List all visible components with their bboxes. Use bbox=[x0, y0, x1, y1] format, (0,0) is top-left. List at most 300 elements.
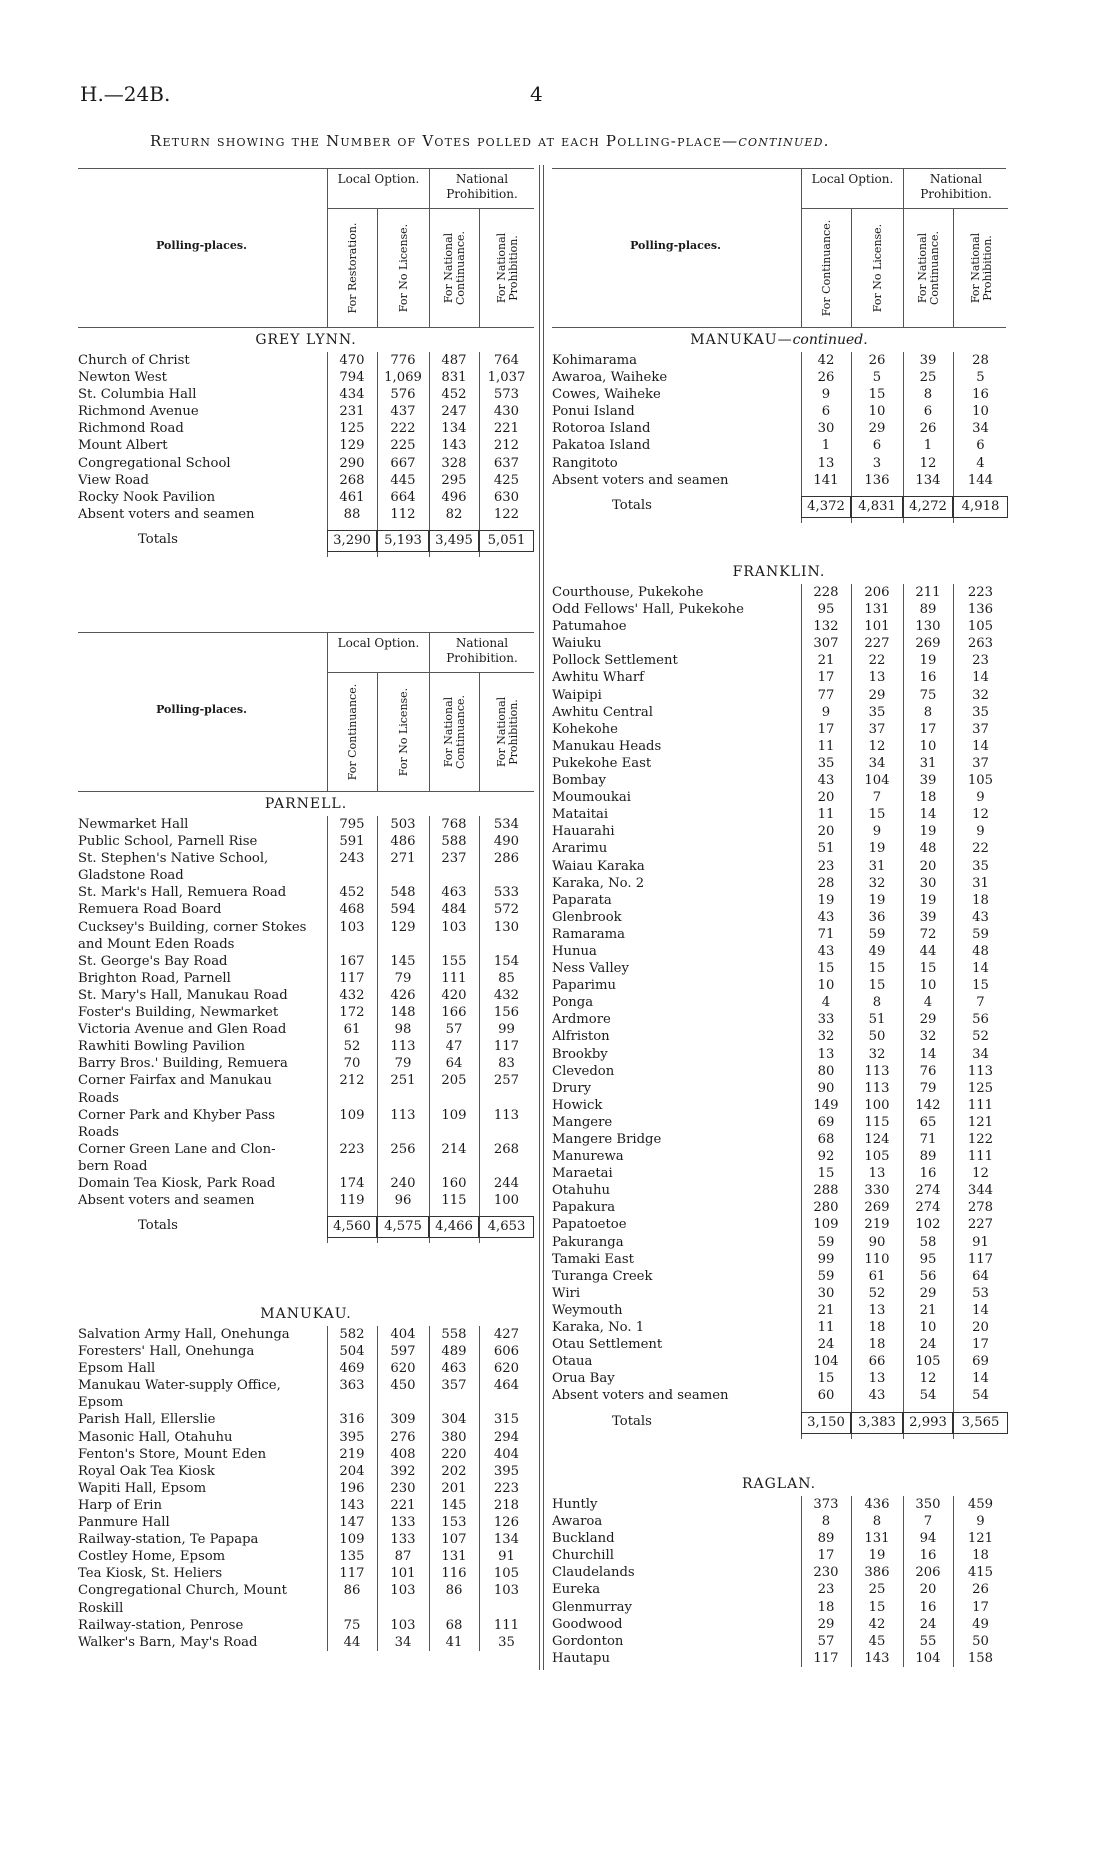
col-header-4 bbox=[479, 673, 535, 791]
table-row bbox=[78, 1360, 534, 1377]
vote-count: 8 bbox=[872, 1514, 882, 1530]
vote-count: 52 bbox=[343, 1039, 361, 1055]
section-title: MANUKAU. bbox=[260, 1306, 352, 1322]
vote-count: 76 bbox=[919, 1063, 937, 1079]
vote-count: 26 bbox=[868, 353, 886, 368]
vote-count: 17 bbox=[817, 1548, 835, 1564]
table-row bbox=[552, 789, 1006, 806]
vote-count: 43 bbox=[972, 909, 989, 925]
vote-count: 16 bbox=[972, 387, 989, 403]
polling-place-name: Mount Albert bbox=[78, 438, 168, 454]
table-row bbox=[78, 850, 534, 867]
manukau-continued-block bbox=[552, 168, 1006, 523]
vote-count: 117 bbox=[493, 1039, 520, 1055]
vote-count: 102 bbox=[915, 1217, 941, 1233]
vote-count: 21 bbox=[919, 1302, 937, 1318]
polling-place-name: Royal Oak Tea Kiosk bbox=[78, 1463, 215, 1479]
vote-count: 14 bbox=[972, 1302, 989, 1318]
vote-count: 58 bbox=[919, 1234, 937, 1250]
vote-count: 126 bbox=[493, 1515, 520, 1531]
polling-place-name: St. Stephen's Native School, bbox=[78, 851, 269, 867]
vote-count: 16 bbox=[919, 1599, 937, 1615]
vote-count: 20 bbox=[919, 858, 937, 874]
table-row bbox=[552, 840, 1006, 857]
table-row bbox=[78, 1021, 534, 1038]
vote-count: 15 bbox=[919, 961, 937, 977]
polling-places-header: Polling-places. bbox=[630, 239, 721, 252]
col-header-3-label: For National Continuance. bbox=[442, 694, 467, 770]
table-row bbox=[78, 1326, 534, 1343]
total-value: 3,290 bbox=[327, 530, 377, 552]
vote-count: 221 bbox=[390, 1497, 416, 1513]
vote-count: 484 bbox=[441, 902, 467, 918]
vote-count: 14 bbox=[972, 738, 989, 754]
table-row bbox=[552, 909, 1006, 926]
table-caption bbox=[150, 132, 830, 150]
polling-place-name: Odd Fellows' Hall, Pukekohe bbox=[552, 602, 744, 618]
table-row bbox=[552, 875, 1006, 892]
col-header-2-label: For No License. bbox=[397, 687, 410, 777]
table-row bbox=[552, 1063, 1006, 1080]
vote-count: 32 bbox=[817, 1029, 835, 1045]
table-row bbox=[78, 884, 534, 901]
column-divider bbox=[539, 165, 544, 1670]
vote-count: 19 bbox=[817, 892, 835, 908]
vote-count: 61 bbox=[343, 1022, 361, 1038]
col-header-1-label: For Continuance. bbox=[820, 219, 833, 317]
vote-count: 452 bbox=[339, 885, 365, 901]
vote-count: 23 bbox=[817, 1582, 835, 1598]
vote-count: 24 bbox=[919, 1337, 937, 1353]
polling-place-name: Mangere bbox=[552, 1114, 613, 1130]
vote-count: 43 bbox=[817, 943, 835, 959]
vote-count: 103 bbox=[493, 1583, 520, 1599]
vote-count: 11 bbox=[817, 738, 835, 754]
vote-count: 247 bbox=[441, 404, 467, 420]
vote-count: 113 bbox=[390, 1039, 416, 1055]
table-row bbox=[78, 1175, 534, 1192]
table-row bbox=[552, 960, 1006, 977]
vote-count: 29 bbox=[919, 1285, 937, 1301]
vote-count: 37 bbox=[868, 721, 886, 737]
vote-count: 231 bbox=[339, 404, 365, 420]
vote-count: 129 bbox=[390, 919, 416, 935]
vote-count: 10 bbox=[919, 1320, 937, 1336]
vote-count: 16 bbox=[919, 670, 937, 686]
vote-count: 496 bbox=[441, 489, 467, 505]
vote-count: 10 bbox=[919, 738, 937, 754]
vote-count: 103 bbox=[390, 1617, 416, 1633]
column-rule bbox=[479, 816, 480, 1243]
totals-label: Totals bbox=[612, 497, 652, 513]
vote-count: 117 bbox=[813, 1650, 839, 1666]
table-row bbox=[552, 1148, 1006, 1165]
polling-place-name: St. Mary's Hall, Manukau Road bbox=[78, 987, 288, 1003]
vote-count: 71 bbox=[919, 1132, 937, 1147]
vote-count: 257 bbox=[493, 1073, 520, 1089]
table-row bbox=[552, 352, 1006, 369]
raglan-rows bbox=[552, 1496, 1006, 1667]
vote-count: 572 bbox=[493, 902, 520, 918]
vote-count: 53 bbox=[972, 1285, 989, 1301]
vote-count: 256 bbox=[390, 1141, 416, 1157]
vote-count: 22 bbox=[868, 653, 886, 669]
vote-count: 41 bbox=[445, 1634, 463, 1650]
vote-count: 620 bbox=[493, 1361, 520, 1377]
totals-row bbox=[552, 489, 1006, 523]
polling-place-name: Costley Home, Epsom bbox=[78, 1549, 226, 1565]
caption-text: Return showing the Number of Votes polled at each Polling-place— bbox=[150, 132, 739, 150]
vote-count: 29 bbox=[868, 687, 886, 703]
vote-count: 11 bbox=[817, 807, 835, 823]
polling-place-name: Epsom Hall bbox=[78, 1361, 156, 1377]
vote-count: 35 bbox=[817, 755, 835, 771]
vote-count: 330 bbox=[864, 1183, 890, 1199]
table-row bbox=[78, 1548, 534, 1565]
column-rule bbox=[327, 1326, 328, 1651]
vote-count: 52 bbox=[972, 1029, 989, 1045]
vote-count: 111 bbox=[493, 1617, 520, 1633]
polling-place-name: Absent voters and seamen bbox=[78, 506, 255, 522]
vote-count: 59 bbox=[817, 1268, 835, 1284]
vote-count: 4 bbox=[976, 455, 985, 471]
vote-count: 218 bbox=[493, 1497, 520, 1513]
vote-count: 486 bbox=[390, 834, 416, 850]
polling-place-name: Parish Hall, Ellerslie bbox=[78, 1412, 216, 1428]
vote-count: 54 bbox=[972, 1388, 989, 1404]
polling-place-name: Public School, Parnell Rise bbox=[78, 834, 258, 850]
table-row bbox=[78, 1565, 534, 1582]
vote-count: 77 bbox=[817, 687, 835, 703]
vote-count: 113 bbox=[493, 1107, 520, 1123]
vote-count: 445 bbox=[390, 472, 416, 488]
column-rule bbox=[953, 1496, 954, 1667]
table-row bbox=[552, 420, 1006, 437]
table-row bbox=[78, 1038, 534, 1055]
table-row bbox=[552, 1496, 1006, 1513]
vote-count: 269 bbox=[915, 636, 941, 652]
vote-count: 52 bbox=[868, 1285, 886, 1301]
vote-count: 434 bbox=[339, 387, 365, 403]
polling-places-header: Polling-places. bbox=[156, 239, 247, 252]
vote-count: 43 bbox=[817, 773, 835, 789]
table-row bbox=[78, 1582, 534, 1599]
vote-count: 142 bbox=[915, 1097, 941, 1113]
col-header-3 bbox=[903, 209, 954, 327]
vote-count: 21 bbox=[817, 1302, 835, 1318]
table-row bbox=[552, 1599, 1006, 1616]
vote-count: 415 bbox=[967, 1565, 994, 1581]
column-rule bbox=[903, 584, 904, 1439]
vote-count: 294 bbox=[493, 1429, 520, 1445]
vote-count: 104 bbox=[813, 1354, 839, 1370]
vote-count: 83 bbox=[498, 1056, 515, 1072]
vote-count: 30 bbox=[817, 421, 835, 437]
vote-count: 436 bbox=[864, 1497, 890, 1512]
table-header bbox=[78, 168, 534, 328]
polling-place-name: Pukekohe East bbox=[552, 755, 652, 771]
polling-place-name: Awaroa bbox=[552, 1514, 603, 1530]
vote-count: 119 bbox=[339, 1193, 365, 1209]
polling-place-name: Goodwood bbox=[552, 1616, 623, 1632]
vote-count: 768 bbox=[441, 817, 467, 832]
polling-place-name: Maraetai bbox=[552, 1166, 613, 1182]
vote-count: 28 bbox=[972, 353, 989, 368]
vote-count: 30 bbox=[919, 875, 937, 891]
vote-count: 373 bbox=[813, 1497, 839, 1512]
vote-count: 9 bbox=[821, 704, 831, 720]
vote-count: 221 bbox=[493, 421, 520, 437]
vote-count: 24 bbox=[919, 1616, 937, 1632]
vote-count: 34 bbox=[394, 1634, 412, 1650]
vote-count: 268 bbox=[339, 472, 365, 488]
polling-place-name: Congregational School bbox=[78, 455, 231, 471]
parnell-block bbox=[78, 632, 534, 1243]
vote-count: 470 bbox=[339, 353, 365, 368]
vote-count: 107 bbox=[441, 1532, 467, 1548]
vote-count: 487 bbox=[441, 353, 467, 368]
vote-count: 468 bbox=[339, 902, 365, 918]
vote-count: 47 bbox=[445, 1039, 463, 1055]
vote-count: 4 bbox=[821, 995, 831, 1011]
vote-count: 20 bbox=[817, 790, 835, 806]
vote-count: 432 bbox=[493, 987, 520, 1003]
table-row bbox=[552, 1251, 1006, 1268]
vote-count: 121 bbox=[967, 1114, 994, 1130]
vote-count: 103 bbox=[339, 919, 365, 935]
table-row bbox=[552, 635, 1006, 652]
polling-place-name: Orua Bay bbox=[552, 1371, 615, 1387]
vote-count: 110 bbox=[864, 1251, 890, 1267]
vote-count: 223 bbox=[339, 1141, 365, 1157]
vote-count: 113 bbox=[864, 1080, 890, 1096]
polling-place-name: St. George's Bay Road bbox=[78, 953, 228, 969]
vote-count: 121 bbox=[967, 1531, 994, 1547]
vote-count: 35 bbox=[972, 858, 989, 874]
column-rule bbox=[429, 816, 430, 1243]
vote-count: 637 bbox=[493, 455, 520, 471]
polling-place-name: Ponui Island bbox=[552, 404, 635, 420]
polling-place-name: Moumoukai bbox=[552, 790, 631, 806]
polling-place-name: Eureka bbox=[552, 1582, 601, 1598]
polling-place-name: Hunua bbox=[552, 943, 597, 959]
vote-count: 59 bbox=[868, 926, 886, 942]
vote-count: 404 bbox=[493, 1446, 520, 1462]
section-title: FRANKLIN. bbox=[732, 564, 826, 580]
vote-count: 8 bbox=[821, 1514, 831, 1530]
col-header-3-label: For National Continuance. bbox=[442, 230, 467, 306]
vote-count: 504 bbox=[339, 1344, 365, 1360]
table-row bbox=[78, 506, 534, 523]
polling-place-name: Otahuhu bbox=[552, 1183, 610, 1199]
vote-count: 91 bbox=[972, 1234, 989, 1250]
polling-place-name: Manurewa bbox=[552, 1149, 624, 1165]
vote-count: 461 bbox=[339, 489, 365, 505]
table-row bbox=[552, 1616, 1006, 1633]
col-header-2 bbox=[377, 209, 430, 327]
polling-place-name: Kohimarama bbox=[552, 353, 638, 368]
vote-count: 86 bbox=[445, 1583, 463, 1599]
vote-count: 597 bbox=[390, 1344, 416, 1360]
vote-count: 111 bbox=[967, 1149, 994, 1165]
vote-count: 143 bbox=[441, 438, 467, 454]
polling-place-name: Absent voters and seamen bbox=[552, 472, 729, 488]
polling-place-name: and Mount Eden Roads bbox=[78, 936, 235, 952]
polling-place-name: Roskill bbox=[78, 1600, 124, 1616]
vote-count: 6 bbox=[976, 438, 985, 454]
polling-place-name: Ponga bbox=[552, 995, 594, 1011]
table-row bbox=[552, 584, 1006, 601]
polling-place-name: Ararimu bbox=[552, 841, 608, 857]
total-value: 4,272 bbox=[903, 496, 953, 518]
vote-count: 75 bbox=[919, 687, 937, 703]
vote-count: 101 bbox=[390, 1566, 416, 1582]
vote-count: 89 bbox=[919, 602, 937, 618]
vote-count: 548 bbox=[390, 885, 416, 901]
vote-count: 59 bbox=[972, 926, 989, 942]
table-row bbox=[552, 738, 1006, 755]
table-row bbox=[552, 1370, 1006, 1387]
vote-count: 205 bbox=[441, 1073, 467, 1089]
vote-count: 131 bbox=[864, 1531, 890, 1547]
vote-count: 101 bbox=[864, 619, 890, 635]
vote-count: 1 bbox=[821, 438, 831, 454]
polling-place-name: Newmarket Hall bbox=[78, 817, 189, 832]
vote-count: 105 bbox=[967, 773, 994, 789]
vote-count: 452 bbox=[441, 387, 467, 403]
table-row bbox=[78, 1158, 534, 1175]
vote-count: 79 bbox=[919, 1080, 937, 1096]
national-prohibition-header: National Prohibition. bbox=[903, 169, 1008, 209]
vote-count: 20 bbox=[919, 1582, 937, 1598]
vote-count: 227 bbox=[967, 1217, 994, 1233]
vote-count: 33 bbox=[817, 1012, 835, 1028]
vote-count: 71 bbox=[817, 926, 835, 942]
vote-count: 1,069 bbox=[384, 370, 422, 386]
vote-count: 464 bbox=[493, 1378, 520, 1394]
table-row bbox=[552, 1633, 1006, 1650]
polling-place-name: Awaroa, Waiheke bbox=[552, 370, 668, 386]
table-row bbox=[78, 1600, 534, 1617]
vote-count: 167 bbox=[339, 953, 365, 969]
vote-count: 112 bbox=[390, 506, 416, 522]
vote-count: 196 bbox=[339, 1480, 365, 1496]
table-row bbox=[78, 403, 534, 420]
totals-label: Totals bbox=[138, 531, 178, 547]
vote-count: 51 bbox=[868, 1012, 886, 1028]
vote-count: 7 bbox=[872, 790, 882, 806]
vote-count: 39 bbox=[919, 773, 937, 789]
vote-count: 57 bbox=[817, 1633, 835, 1649]
vote-count: 104 bbox=[864, 773, 890, 789]
table-row bbox=[552, 1114, 1006, 1131]
polling-place-name: Tea Kiosk, St. Heliers bbox=[78, 1566, 223, 1582]
vote-count: 15 bbox=[972, 978, 989, 994]
vote-count: 86 bbox=[343, 1583, 361, 1599]
polling-place-name: Cowes, Waiheke bbox=[552, 387, 661, 403]
vote-count: 134 bbox=[915, 472, 941, 488]
table-row bbox=[552, 369, 1006, 386]
vote-count: 344 bbox=[967, 1183, 994, 1199]
vote-count: 80 bbox=[817, 1063, 835, 1079]
vote-count: 59 bbox=[817, 1234, 835, 1250]
vote-count: 134 bbox=[493, 1532, 520, 1548]
vote-count: 34 bbox=[868, 755, 886, 771]
table-row bbox=[552, 1028, 1006, 1045]
vote-count: 212 bbox=[493, 438, 520, 454]
vote-count: 6 bbox=[821, 404, 831, 420]
vote-count: 50 bbox=[972, 1633, 989, 1649]
polling-place-name: St. Columbia Hall bbox=[78, 387, 197, 403]
vote-count: 44 bbox=[343, 1634, 361, 1650]
vote-count: 533 bbox=[493, 885, 520, 901]
vote-count: 7 bbox=[976, 995, 985, 1011]
vote-count: 664 bbox=[390, 489, 416, 505]
table-row bbox=[552, 472, 1006, 489]
vote-count: 105 bbox=[967, 619, 994, 635]
vote-count: 99 bbox=[817, 1251, 835, 1267]
polling-place-name: Otaua bbox=[552, 1354, 593, 1370]
vote-count: 5 bbox=[976, 370, 985, 386]
national-prohibition-header: National Prohibition. bbox=[429, 633, 534, 673]
table-row bbox=[78, 1055, 534, 1072]
vote-count: 34 bbox=[972, 421, 989, 437]
col-header-2-label: For No License. bbox=[397, 223, 410, 313]
vote-count: 29 bbox=[817, 1616, 835, 1632]
grey-lynn-block bbox=[78, 168, 534, 557]
manukau-rows bbox=[78, 1326, 534, 1651]
vote-count: 5 bbox=[872, 370, 882, 386]
vote-count: 34 bbox=[972, 1046, 989, 1062]
vote-count: 263 bbox=[967, 636, 994, 652]
vote-count: 90 bbox=[868, 1234, 886, 1250]
table-row bbox=[78, 1141, 534, 1158]
vote-count: 39 bbox=[919, 909, 937, 925]
vote-count: 42 bbox=[868, 1616, 886, 1632]
vote-count: 31 bbox=[868, 858, 886, 874]
vote-count: 8 bbox=[872, 995, 882, 1011]
table-row bbox=[552, 1336, 1006, 1353]
total-value: 4,560 bbox=[327, 1216, 377, 1238]
vote-count: 25 bbox=[919, 370, 937, 386]
polling-place-name: Rawhiti Bowling Pavilion bbox=[78, 1039, 245, 1055]
polling-place-name: Rangitoto bbox=[552, 455, 618, 471]
table-row bbox=[78, 919, 534, 936]
vote-count: 459 bbox=[967, 1497, 994, 1512]
vote-count: 28 bbox=[817, 875, 835, 891]
polling-place-name: Railway-station, Te Papapa bbox=[78, 1532, 259, 1548]
vote-count: 79 bbox=[394, 970, 412, 986]
total-value: 3,150 bbox=[801, 1412, 851, 1434]
table-row bbox=[78, 1394, 534, 1411]
polling-place-name: Pollock Settlement bbox=[552, 653, 678, 669]
vote-count: 103 bbox=[390, 1583, 416, 1599]
vote-count: 147 bbox=[339, 1515, 365, 1531]
total-value: 4,653 bbox=[479, 1216, 534, 1238]
vote-count: 490 bbox=[493, 834, 520, 850]
table-row bbox=[552, 943, 1006, 960]
vote-count: 503 bbox=[390, 817, 416, 832]
polling-place-name: Waiuku bbox=[552, 636, 602, 652]
vote-count: 15 bbox=[817, 1166, 835, 1182]
vote-count: 104 bbox=[915, 1650, 941, 1666]
table-row bbox=[552, 1131, 1006, 1148]
polling-place-name: Churchill bbox=[552, 1548, 614, 1564]
vote-count: 219 bbox=[339, 1446, 365, 1462]
polling-place-name: Roads bbox=[78, 1124, 119, 1140]
total-value: 3,565 bbox=[953, 1412, 1008, 1434]
vote-count: 243 bbox=[339, 851, 365, 867]
